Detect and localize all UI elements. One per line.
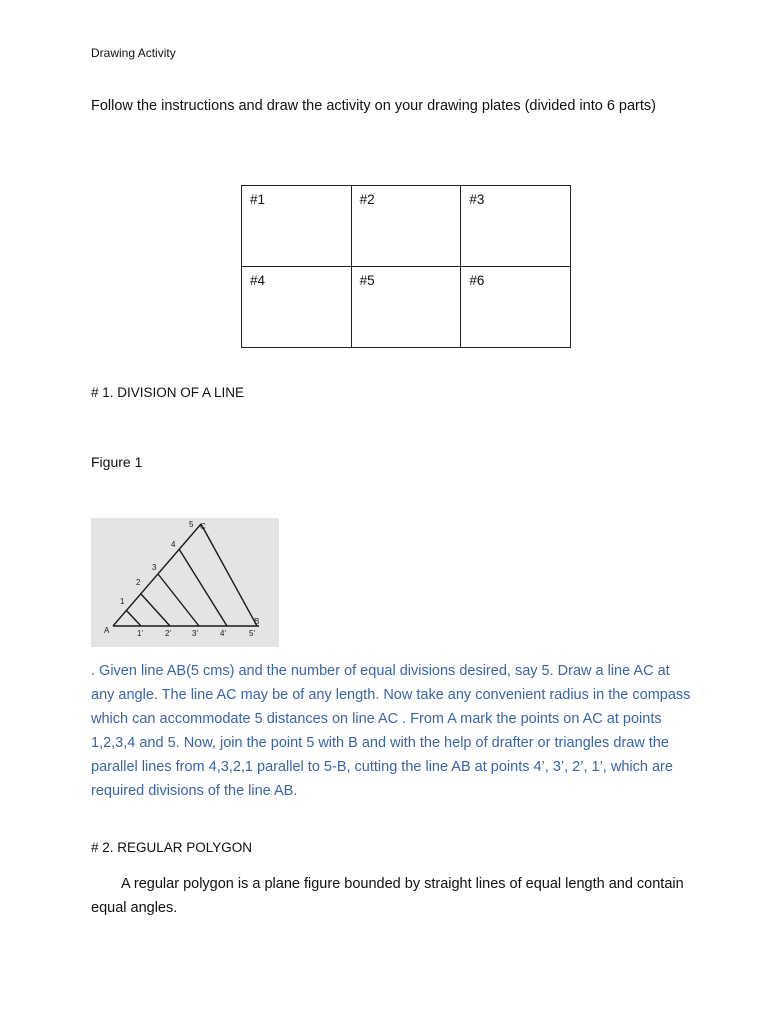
- grid-cell-5: #5: [351, 267, 461, 348]
- grid-cell-2: #2: [351, 186, 461, 267]
- grid-cell-3: #3: [461, 186, 571, 267]
- document-header: Drawing Activity: [91, 46, 176, 60]
- label-point-1-prime: 1': [137, 629, 143, 638]
- label-point-1: 1: [120, 597, 125, 606]
- grid-cell-1: #1: [242, 186, 352, 267]
- label-point-4: 4: [171, 540, 176, 549]
- section-2-heading: # 2. REGULAR POLYGON: [91, 840, 253, 855]
- drawing-plate-grid: [241, 185, 571, 348]
- label-point-3: 3: [152, 563, 157, 572]
- line-division-figure: [91, 518, 279, 647]
- label-a: A: [104, 626, 110, 635]
- label-point-5-prime: 5': [249, 629, 255, 638]
- section-1-instructions: . Given line AB(5 cms) and the number of equal divisions desired, say 5. Draw a line AC at any angle. The line AC may be of any length. Now take any convenient radius in the compass which can accommodate 5 distances on line AC . From A mark the points on AC at points 1,2,3,4 and 5. Now, join the point 5 with B and with the help of drafter or triangles draw the parallel lines from 4,3,2,1 parallel to 5-B, cutting the line AB at points 4’, 3’, 2’, 1’, which are required divisions of the line AB.: [91, 663, 691, 799]
- figure-caption: Figure 1: [91, 454, 143, 470]
- label-point-2-prime: 2': [165, 629, 171, 638]
- label-point-5: 5: [189, 520, 194, 529]
- section-2-paragraph: A regular polygon is a plane figure bounded by straight lines of equal length and contain equal angles.: [91, 876, 684, 916]
- figure-background: [91, 518, 279, 647]
- label-point-2: 2: [136, 578, 141, 587]
- label-c: C: [200, 522, 206, 531]
- label-point-4-prime: 4': [220, 629, 226, 638]
- label-point-3-prime: 3': [192, 629, 198, 638]
- section-1-heading: # 1. DIVISION OF A LINE: [91, 385, 245, 400]
- grid-row: [242, 267, 571, 348]
- label-b: B: [254, 617, 260, 626]
- intro-paragraph: Follow the instructions and draw the activity on your drawing plates (divided into 6 parts): [91, 98, 656, 114]
- grid-row: [242, 186, 571, 267]
- grid-cell-4: #4: [242, 267, 352, 348]
- grid-cell-6: #6: [461, 267, 571, 348]
